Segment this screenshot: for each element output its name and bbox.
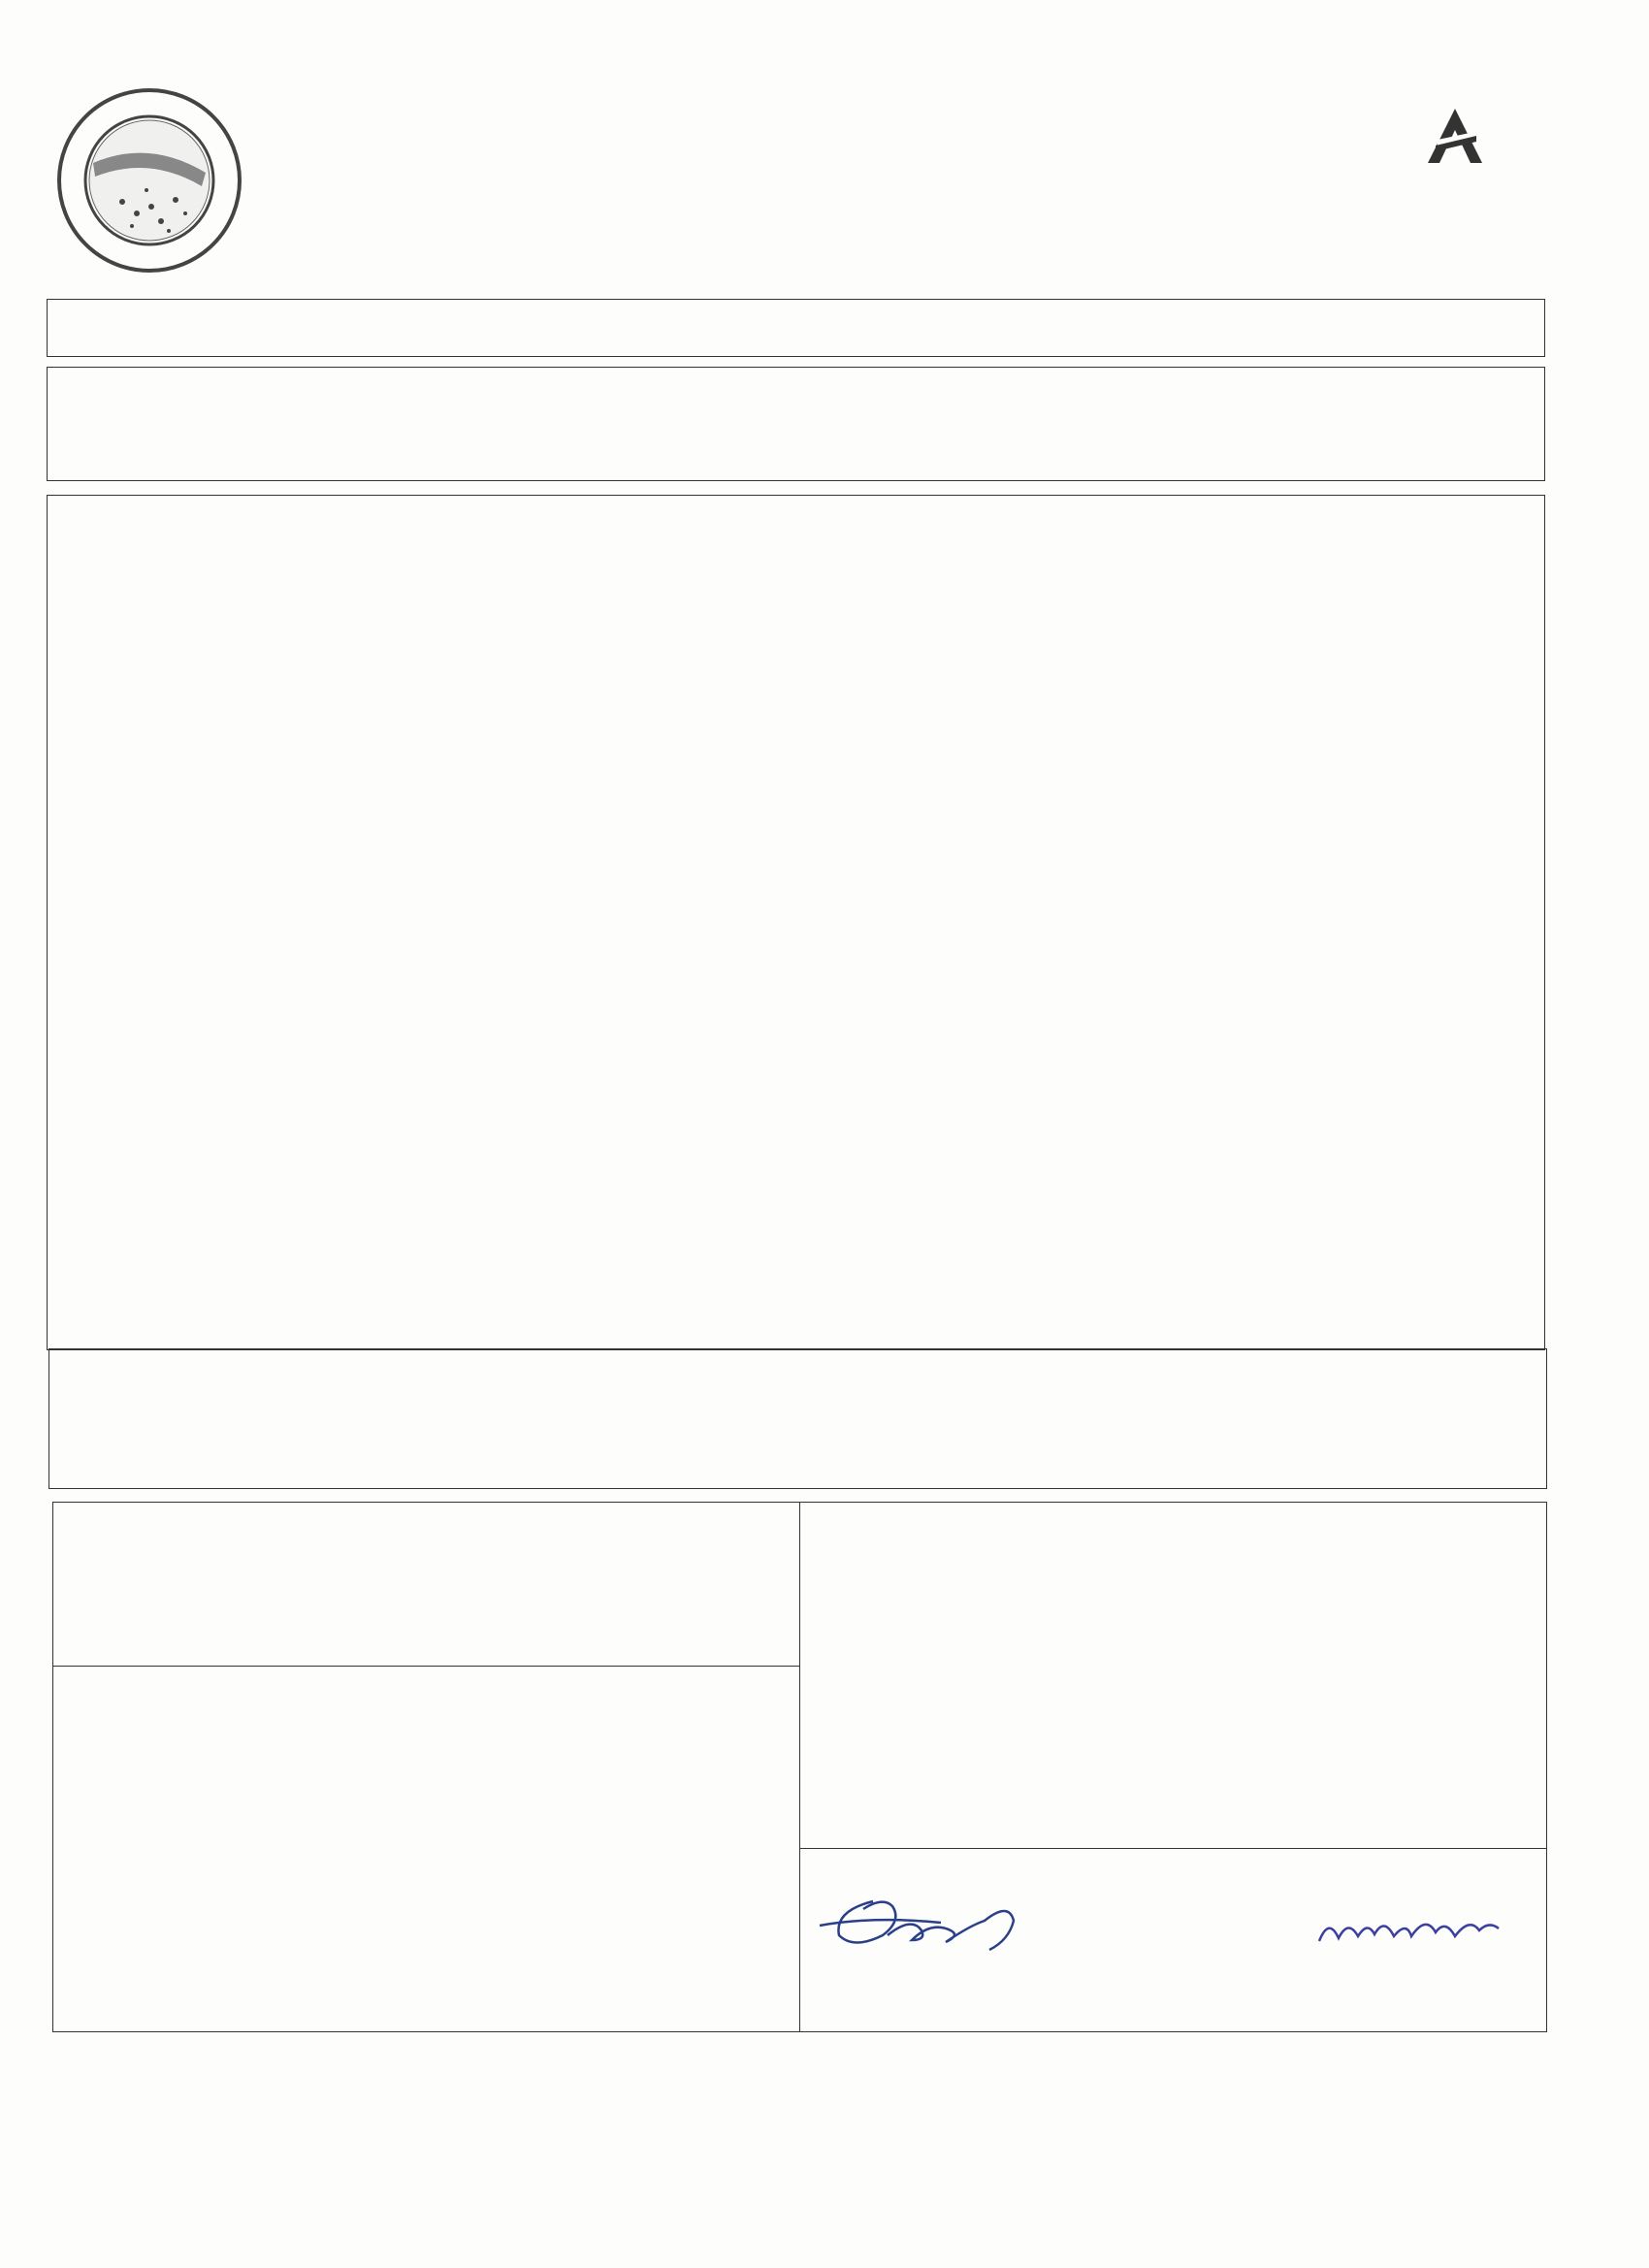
signature-left-icon (815, 1882, 1048, 1960)
student-info-box (47, 367, 1545, 481)
educacao-adventista-logo (1358, 107, 1552, 233)
schools-table (48, 1348, 1547, 1489)
title-box (47, 299, 1545, 357)
grades-table (47, 495, 1545, 1350)
adventist-logo-icon (1426, 107, 1484, 165)
signature-right-icon (1314, 1907, 1508, 1956)
brazil-seal-icon (54, 85, 244, 275)
